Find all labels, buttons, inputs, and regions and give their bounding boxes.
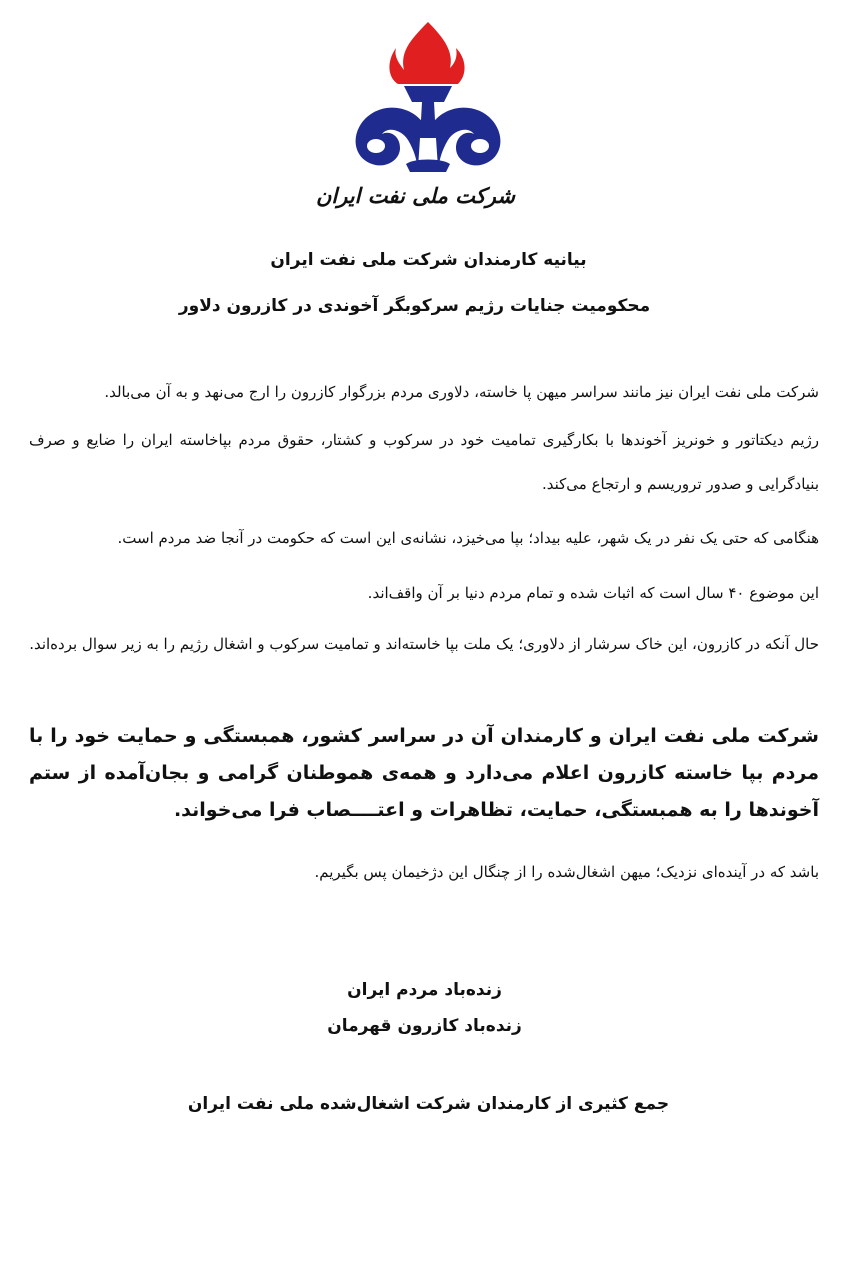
paragraph-2: رژیم دیکتاتور و خونریز آخوندها با بکارگیری تمامیت خود در سرکوب و کشتار، حقوق مردم بپاخاسته ایران را ضایع و صرف بنیادگرایی و صدور تروریسم و ارتجاع می‌کند. (29, 431, 819, 493)
paragraph-4: این موضوع ۴۰ سال است که اثبات شده و تمام مردم دنیا بر آن واقف‌اند. (367, 584, 819, 602)
slogan-2: زنده‌باد کازرون قهرمان (327, 1016, 522, 1036)
flame-icon (389, 22, 464, 84)
logo-wordmark: شرکت ملی نفت ایران (315, 183, 515, 208)
paragraph-5: حال آنکه در کازرون، این خاک سرشار از دلاوری؛ یک ملت بپا خاسته‌اند و تمامیت سرکوب و اشغال رژیم را به زیر سوال برده‌اند. (29, 635, 819, 653)
signature-line: جمع کثیری از کارمندان شرکت اشغال‌شده ملی نفت ایران (187, 1094, 670, 1114)
statement-title: بیانیه کارمندان شرکت ملی نفت ایران (270, 250, 587, 270)
emphasis-paragraph: شرکت ملی نفت ایران و کارمندان آن در سراسر کشور، همبستگی و حمایت خود را با مردم بپا خاسته کازرون اعلام می‌دارد و همه‌ی هموطنان گرامی و بجان‌آمده از ستم آخوندها را به همبستگی، حمایت، تظاهرات و اعتــــصاب فرا می‌خواند. (29, 725, 819, 821)
paragraph-3: هنگامی که حتی یک نفر در یک شهر، علیه بیداد؛ بپا می‌خیزد، نشانه‌ی این است که حکومت در آنجا ضد مردم است. (117, 529, 819, 547)
slogan-1: زنده‌باد مردم ایران (347, 980, 502, 1000)
paragraph-1: شرکت ملی نفت ایران نیز مانند سراسر میهن پا خاسته، دلاوری مردم بزرگوار کازرون را ارج می‌نهد و به آن می‌بالد. (104, 383, 819, 401)
paragraph-6: باشد که در آینده‌ای نزدیک؛ میهن اشغال‌شده را از چنگال این دژخیمان پس بگیریم. (314, 863, 819, 881)
statement-subtitle: محکومیت جنایات رژیم سرکوبگر آخوندی در کازرون دلاور (178, 296, 651, 316)
nioc-logo (315, 18, 515, 233)
